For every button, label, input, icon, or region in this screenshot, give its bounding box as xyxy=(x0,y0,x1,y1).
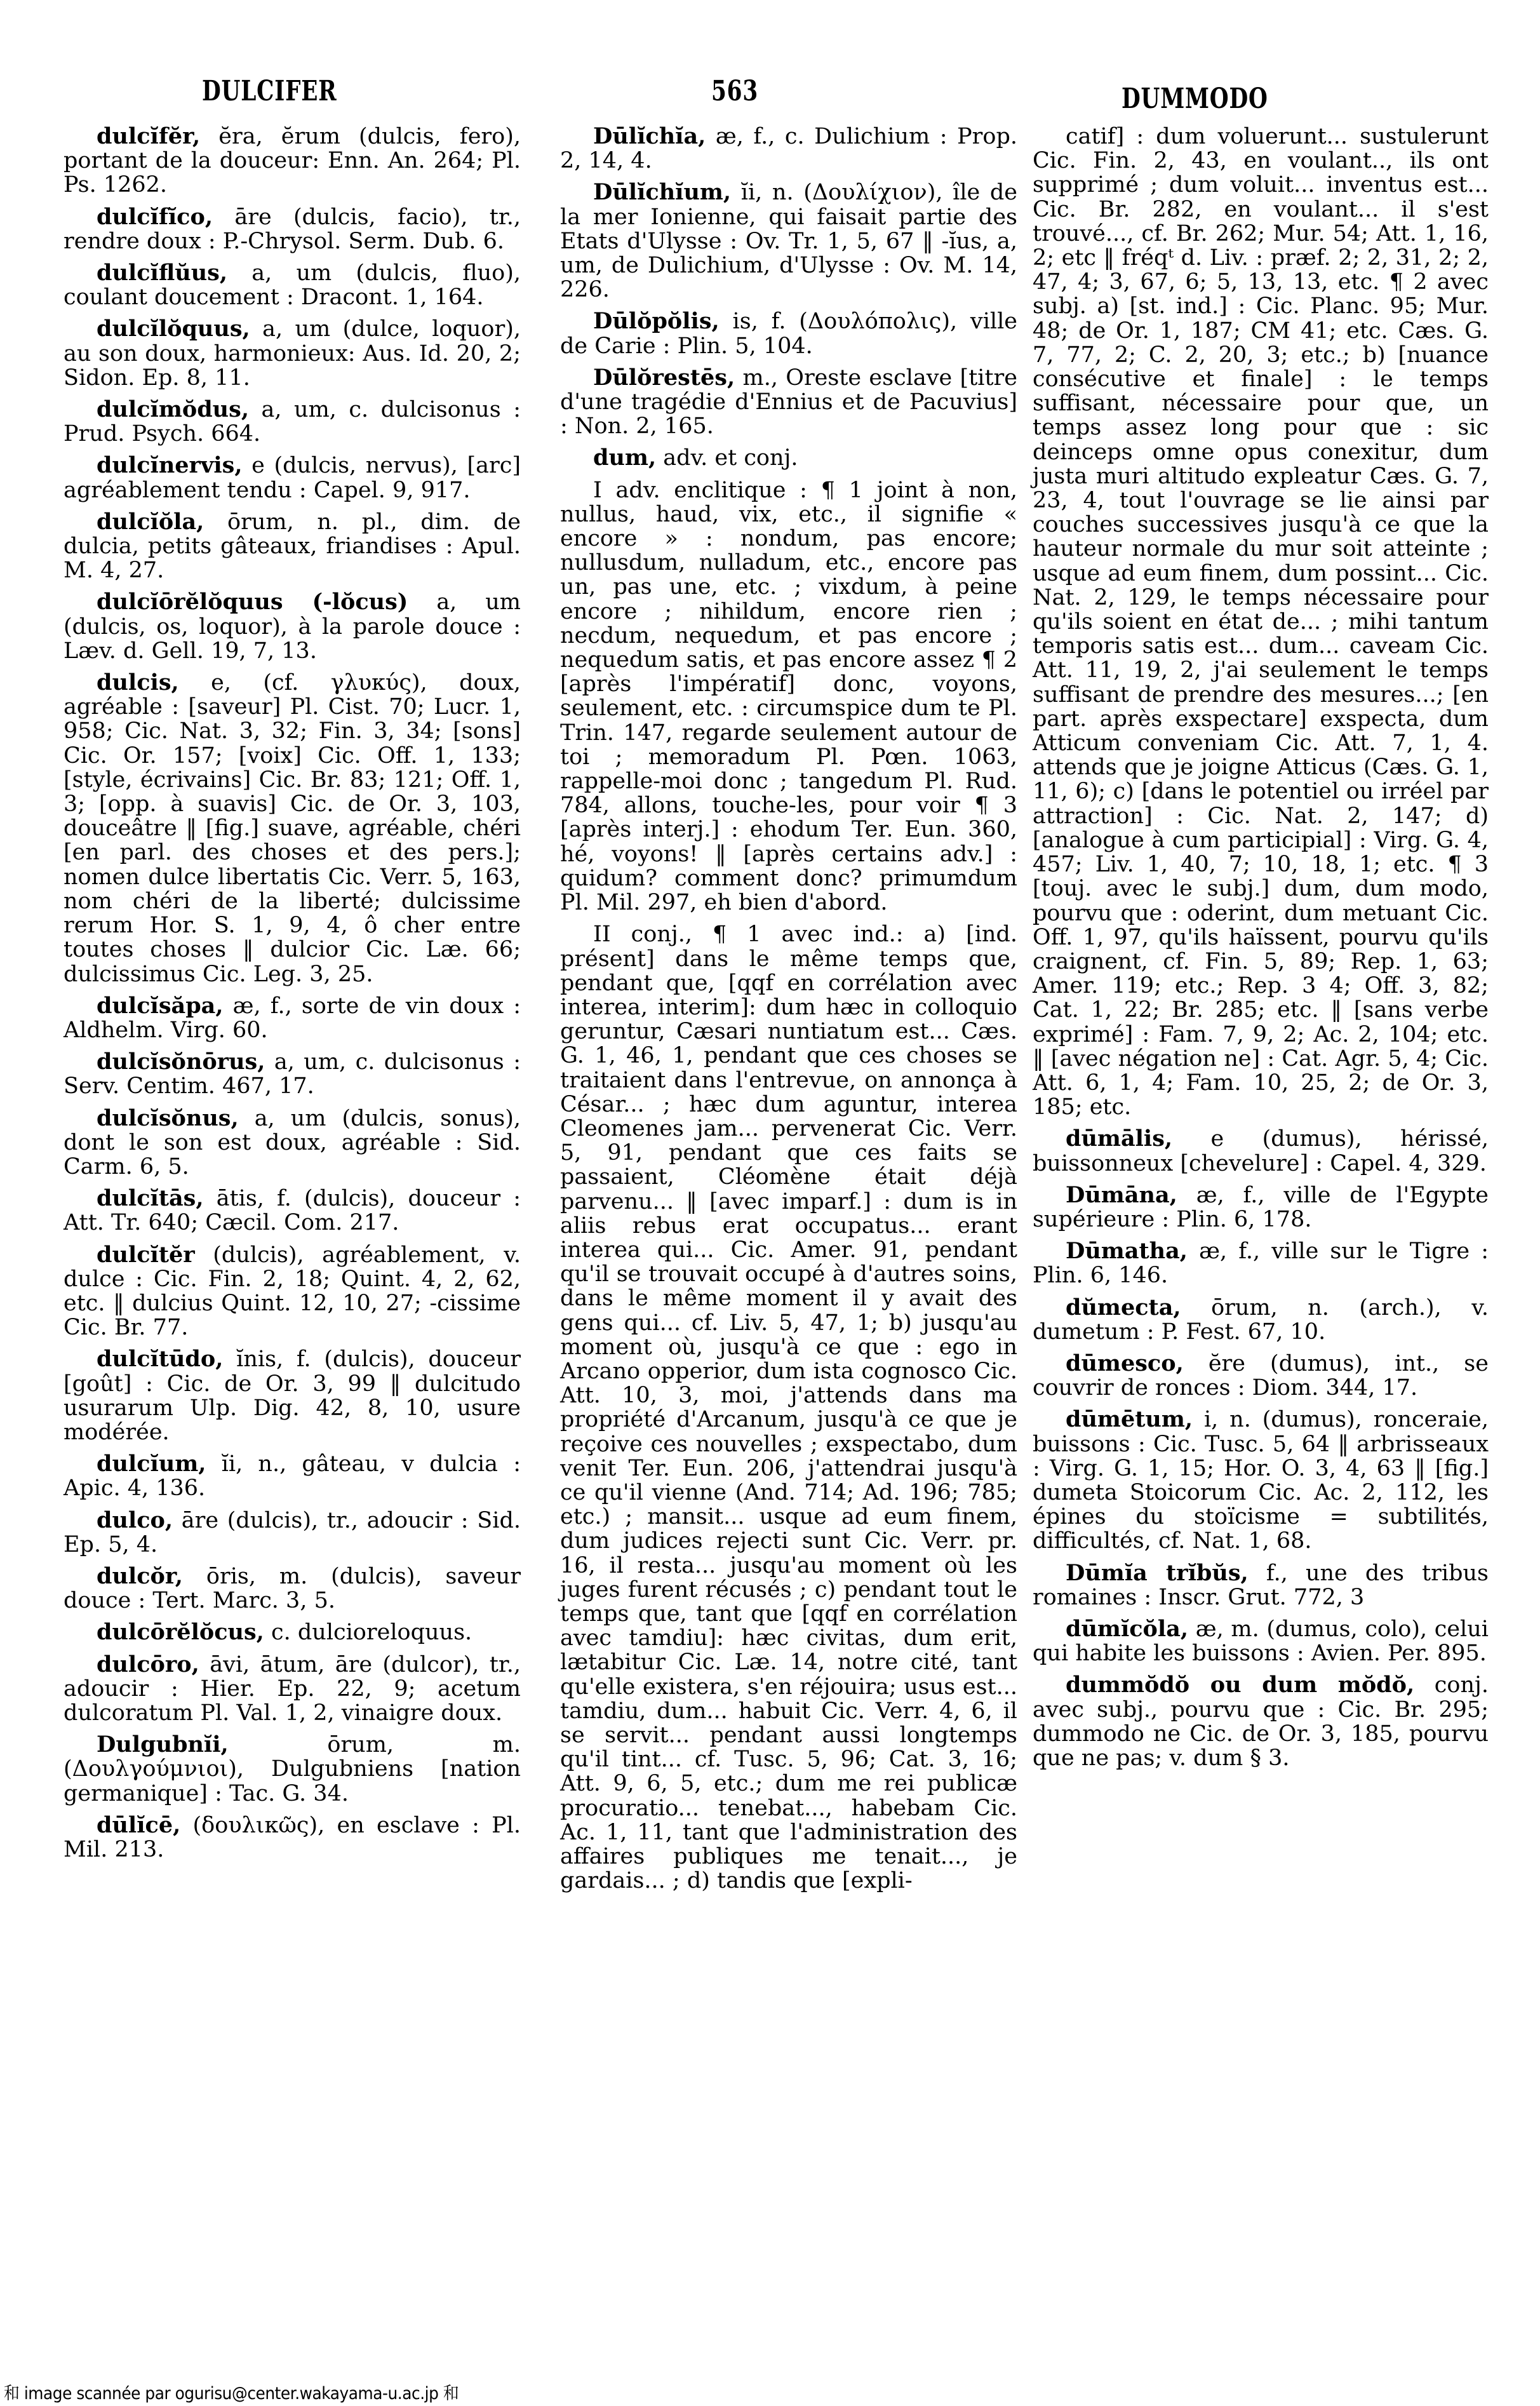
dictionary-entry xyxy=(64,454,521,502)
entry-headword: dulcĭum, xyxy=(97,1451,206,1477)
entry-headword: dulco, xyxy=(97,1507,173,1533)
entry-headword: dulcĭtĕr xyxy=(97,1241,195,1268)
entry-definition: ĭi, n., gâteau, v dulcia : Apic. 4, 136. xyxy=(64,1451,521,1502)
dictionary-entry xyxy=(1033,1617,1489,1665)
entry-headword: Dūlŏpŏlis, xyxy=(593,308,720,335)
dictionary-entry xyxy=(64,1813,521,1862)
entry-definition: conj. avec subj., pourvu que : Cic. Br. 295; dummodo ne Cic. de Or. 3, 185, pourvu que ne pas; v. dum § 3. xyxy=(1033,1672,1489,1771)
dictionary-entry xyxy=(1033,1296,1489,1344)
dictionary-entry xyxy=(560,922,1017,1893)
dictionary-entry xyxy=(64,398,521,446)
entry-definition: I adv. enclitique : ¶ 1 joint à non, nullus, haud, vix, etc., il signifie « encore » : nondum, pas encore; nullusdum, nulladum, etc., encore pas un, pas une, etc. ; vixdum, à peine encore ; nihildum, encore rien ; necdum, nequedum, et pas encore ; nequedum satis, et pas encore assez ¶ 2 [après l'impératif] donc, voyons, seulement, etc. : circumspice dum te Pl. Trin. 147, regarde seulement autour de toi ; memoradum Pl. Pœn. 1063, rappelle-moi donc ; tangedum Pl. Rud. 784, allons, touche-les, pour voir ¶ 3 [après interj.] : ehodum Ter. Eun. 360, hé, voyons! ‖ [après certains adv.] : quidum? comment donc? primumdum Pl. Mil. 297, eh bien d'abord. xyxy=(560,477,1017,916)
entry-definition: is, f. (Δουλόπολις), ville de Carie : Plin. 5, 104. xyxy=(560,309,1017,359)
dictionary-entry xyxy=(64,1653,521,1726)
dictionary-entry xyxy=(1033,124,1489,1119)
entry-headword: dulcĭfĕr, xyxy=(97,123,201,149)
entry-definition: e (dulcis, nervus), [arc] agréablement tendu : Capel. 9, 917. xyxy=(64,453,521,503)
dictionary-entry xyxy=(1033,1408,1489,1553)
dictionary-entry xyxy=(560,366,1017,439)
entry-headword: Dūlĭchĭum, xyxy=(593,179,732,206)
left-guide-word: DULCIFER xyxy=(202,75,337,107)
dictionary-entry xyxy=(64,1452,521,1500)
entry-definition: ōrum, n. (arch.), v. dumetum : P. Fest. 67, 10. xyxy=(1033,1294,1489,1345)
dictionary-entry xyxy=(560,180,1017,302)
entry-definition: ĕra, ĕrum (dulcis, fero), portant de la douceur: Enn. An. 264; Pl. Ps. 1262. xyxy=(64,124,521,198)
entry-headword: Dūlĭchĭa, xyxy=(593,123,706,149)
page-header xyxy=(0,75,1540,119)
entry-definition: f., une des tribus romaines : Inscr. Grut. 772, 3 xyxy=(1033,1560,1489,1610)
dictionary-entry xyxy=(1033,1239,1489,1287)
entry-headword: Dūmĭa trĭbŭs, xyxy=(1066,1559,1249,1586)
entry-headword: dulcōrĕlŏcus, xyxy=(97,1619,264,1646)
dictionary-entry xyxy=(64,1186,521,1235)
dictionary-entry xyxy=(1033,1673,1489,1770)
dictionary-entry xyxy=(64,671,521,986)
entry-definition: a, um (dulce, loquor), au son doux, harmonieux: Aus. Id. 20, 2; Sidon. Ep. 8, 11. xyxy=(64,316,521,391)
entry-headword: dulcŏr, xyxy=(97,1563,183,1589)
dictionary-entry xyxy=(64,510,521,583)
entry-headword: dūlĭcē, xyxy=(97,1811,181,1838)
column-right xyxy=(1033,124,1489,1778)
entry-definition: æ, f., ville de l'Egypte supérieure : Plin. 6, 178. xyxy=(1033,1182,1489,1232)
entry-definition: II conj., ¶ 1 avec ind.: a) [ind. présent] dans le même temps que, pendant que, [qqf en corrélation avec interea, interim]: dum hæc in colloquio geruntur, Cæsari nuntiatum est... Cæs. G. 1, 46, 1, pendant que ces choses se traitaient dans l'entrevue, on annonça à César... ; hæc dum aguntur, interea Cleomenes jam... pervenerat Cic. Verr. 5, 91, pendant que ces faits se passaient, Cléomène était déjà parvenu... ‖ [avec imparf.] : dum is in aliis rebus erat occupatus... erant interea qui... Cic. Amer. 91, pendant qu'il se trouvait occupé à d'autres soins, dans le même moment il y avait des gens qui... cf. Liv. 5, 47, 1; b) jusqu'au moment où, jusqu'à ce que : ego in Arcano opperior, dum ista cognosco Cic. Att. 10, 3, moi, j'attends dans ma propriété d'Arcanum, jusqu'à ce que je reçoive ces nouvelles ; exspectabo, dum venit Ter. Eun. 206, j'attendrai jusqu'à ce qu'il vienne (And. 714; Ad. 196; 785; etc.) ; mansit... usque ad eum finem, dum judices rejecti sunt Cic. Verr. pr. 16, il resta... jusqu'au moment où les juges furent récusés ; c) pendant tout le temps que, tant que [qqf en corrélation avec tamdiu]: hæc civitas, dum erit, lætabitur Cic. Læ. 14, notre cité, tant qu'elle existera, s'en réjouira; usus est... tamdiu, dum... habuit Cic. Verr. 4, 6, il se servit... pendant aussi longtemps qu'il tint... cf. Tusc. 5, 96; Cat. 3, 16; Att. 9, 6, 5, etc.; dum me rei publicæ procuratio... tenebat..., habebam Cic. Ac. 1, 11, tant que l'administration des affaires publiques me tenait..., je gardais... ; d) tandis que [expli- xyxy=(560,922,1017,1894)
entry-definition: (dulcis), agréablement, v. dulce : Cic. Fin. 2, 18; Quint. 4, 2, 62, etc. ‖ dulcius Quint. 12, 10, 27; -cissime Cic. Br. 77. xyxy=(64,1242,521,1341)
dictionary-entry xyxy=(64,261,521,309)
entry-headword: dulcĭsŏnus, xyxy=(97,1105,239,1131)
entry-headword: dulcĭōrĕlŏquus (-lŏcus) xyxy=(97,589,408,615)
dictionary-entry xyxy=(64,317,521,390)
entry-definition: e, (cf. γλυκύς), doux, agréable : [saveur] Pl. Cist. 70; Lucr. 1, 958; Cic. Nat. 3, 32; Fin. 3, 34; [sons] Cic. Or. 157; [voix] Cic. Off. 1, 133; [style, écrivains] Cic. Br. 83; 121; Off. 1, 3; [opp. à suavis] Cic. de Or. 3, 103, douceâtre ‖ [fig.] suave, agréable, chéri [en parl. des choses et des pers.]; nomen dulce libertatis Cic. Verr. 5, 163, nom chéri de la liberté; dulcissime rerum Hor. S. 1, 9, 4, ô cher entre toutes choses ‖ dulcior Cic. Læ. 66; dulcissimus Cic. Leg. 3, 25. xyxy=(64,670,521,987)
right-guide-word: DUMMODO xyxy=(1122,83,1268,115)
entry-headword: Dūmāna, xyxy=(1066,1181,1177,1208)
entry-definition: a, um (dulcis, os, loquor), à la parole douce : Læv. d. Gell. 19, 7, 13. xyxy=(64,589,521,664)
entry-headword: dummŏdŏ ou dum mŏdŏ, xyxy=(1066,1672,1415,1698)
dictionary-entry xyxy=(64,1564,521,1613)
entry-headword: dulcĭŏla, xyxy=(97,508,204,535)
entry-definition: āre (dulcis), tr., adoucir : Sid. Ep. 5, 4. xyxy=(64,1507,521,1557)
entry-headword: dulcĭsŏnōrus, xyxy=(97,1049,265,1075)
dictionary-entry xyxy=(560,124,1017,173)
dictionary-entry xyxy=(560,309,1017,358)
entry-definition: a, um (dulcis, sonus), dont le son est doux, agréable : Sid. Carm. 6, 5. xyxy=(64,1105,521,1179)
entry-definition: æ, m. (dumus, colo), celui qui habite les buissons : Avien. Per. 895. xyxy=(1033,1616,1489,1667)
entry-headword: dulcōro, xyxy=(97,1651,199,1677)
page-number: 563 xyxy=(711,75,758,107)
entry-definition: ōris, m. (dulcis), saveur douce : Tert. Marc. 3, 5. xyxy=(64,1563,521,1614)
entry-headword: Dūlŏrestēs, xyxy=(593,364,735,391)
entry-headword: Dulgubnĭi, xyxy=(97,1731,229,1758)
column-middle xyxy=(560,124,1017,1900)
entry-definition: (δουλικῶς), en esclave : Pl. Mil. 213. xyxy=(64,1812,521,1862)
entry-headword: dulcĭnervis, xyxy=(97,452,243,479)
entry-headword: dum, xyxy=(593,445,657,471)
scan-credit: 和 image scannée par ogurisu@center.wakayama-u.ac.jp 和 xyxy=(4,2384,459,2403)
entry-definition: e (dumus), hérissé, buissonneux [chevelure] : Capel. 4, 329. xyxy=(1033,1126,1489,1176)
dictionary-entry xyxy=(64,1243,521,1340)
entry-definition: catif] : dum voluerunt... sustulerunt Cic. Fin. 2, 43, en voulant.., ils ont supprimé ; dum voluit... inventus est... Cic. Br. 282, en voulant... il s'est trouvé..., cf. Br. 262; Mur. 54; Att. 1, 16, 2; etc ‖ fréqᵗ d. Liv. : præf. 2; 2, 31, 2; 2, 47, 4; 3, 67, 6; 5, 13, 13, etc. ¶ 2 avec subj. a) [st. ind.] : Cic. Planc. 95; Mur. 48; de Or. 1, 187; CM 41; etc. Cæs. G. 7, 77, 2; C. 2, 20, 3; etc.; b) [nuance consécutive et finale] : le temps suffisant, nécessaire pour que, un temps assez long pour que : sic deinceps omne opus conexitur, dum justa muri altitudo expleatur Cæs. G. 7, 23, 4, tout l'ouvrage se lie ainsi par couches successives jusqu'à ce que la hauteur normale du mur soit atteinte ; usque ad eum finem, dum possint... Cic. Nat. 2, 129, le temps nécessaire pour qu'ils soient en état de... ; mihi tantum temporis satis est... dum... caveam Cic. Att. 11, 19, 2, j'ai seulement le temps suffisant de prendre des mesures...; [en part. après exspectare] exspecta, dum Atticum conveniam Cic. Att. 7, 1, 4. attends que je joigne Atticus (Cæs. G. 1, 11, 6); c) [dans le potentiel ou irréel par attraction] : Cic. Nat. 2, 147; d) [analogue à cum participial] : Virg. G. 4, 457; Liv. 1, 40, 7; 10, 18, 1; etc. ¶ 3 [touj. avec le subj.] dum, dum modo, pourvu que : oderint, dum metuant Cic. Off. 1, 97, qu'ils haïssent, pourvu qu'ils craignent, cf. Fin. 5, 89; Rep. 1, 63; Amer. 119; etc.; Rep. 3 4; Off. 3, 82; Cat. 1, 22; Br. 285; etc. ‖ [sans verbe exprimé] : Fam. 7, 9, 2; Ac. 2, 104; etc. ‖ [avec négation ne] : Cat. Agr. 5, 4; Cic. Att. 6, 1, 4; Fam. 10, 25, 2; de Or. 3, 185; etc. xyxy=(1033,124,1489,1120)
dictionary-entry xyxy=(560,446,1017,470)
dictionary-entry xyxy=(1033,1561,1489,1610)
dictionary-entry xyxy=(64,205,521,253)
column-left xyxy=(64,124,521,1869)
entry-definition: ōrum, n. pl., dim. de dulcia, petits gâteaux, friandises : Apul. M. 4, 27. xyxy=(64,509,521,584)
entry-definition: i, n. (dumus), ronceraie, buissons : Cic. Tusc. 5, 64 ‖ arbrisseaux : Virg. G. 1, 15; Hor. O. 3, 4, 63 ‖ [fig.] dumeta Stoicorum Cic. Ac. 2, 112, les épines du stoïcisme = subtilités, difficultés, cf. Nat. 1, 68. xyxy=(1033,1407,1489,1554)
dictionary-entry xyxy=(1033,1127,1489,1175)
entry-definition: ōrum, m. (Δουλγούμνιοι), Dulgubniens [nation germanique] : Tac. G. 34. xyxy=(64,1732,521,1806)
dictionary-entry xyxy=(64,1509,521,1557)
dictionary-entry xyxy=(64,1106,521,1179)
entry-definition: a, um, c. dulcisonus : Serv. Centim. 467, 17. xyxy=(64,1049,521,1099)
entry-headword: dulcĭtās, xyxy=(97,1185,204,1212)
entry-definition: āvi, ātum, āre (dulcor), tr., adoucir : Hier. Ep. 22, 9; acetum dulcoratum Pl. Val. 1, 2, vinaigre doux. xyxy=(64,1651,521,1726)
entry-definition: ĭi, n. (Δουλίχιον), île de la mer Ionienne, qui faisait partie des Etats d'Ulysse : Ov. Tr. 1, 5, 67 ‖ -ĭus, a, um, de Dulichium, d'Ulysse : Ov. M. 14, 226. xyxy=(560,180,1017,303)
entry-headword: dulcĭflŭus, xyxy=(97,260,228,286)
entry-headword: dulcĭtūdo, xyxy=(97,1346,224,1373)
entry-definition: ātis, f. (dulcis), douceur : Att. Tr. 640; Cæcil. Com. 217. xyxy=(64,1186,521,1236)
dictionary-entry xyxy=(64,1347,521,1444)
dictionary-entry xyxy=(64,1620,521,1644)
dictionary-entry xyxy=(1033,1183,1489,1232)
dictionary-entry xyxy=(560,478,1017,915)
entry-headword: Dūmatha, xyxy=(1066,1238,1188,1265)
dictionary-entry xyxy=(64,124,521,198)
entry-headword: dūmĭcŏla, xyxy=(1066,1615,1189,1642)
entry-headword: dŭmecta, xyxy=(1066,1294,1181,1321)
dictionary-entry xyxy=(64,1050,521,1098)
entry-definition: a, um (dulcis, fluo), coulant doucement : Dracont. 1, 164. xyxy=(64,260,521,311)
entry-definition: æ, f., c. Dulichium : Prop. 2, 14, 4. xyxy=(560,124,1017,174)
entry-definition: æ, f., ville sur le Tigre : Plin. 6, 146. xyxy=(1033,1239,1489,1289)
entry-headword: dulcĭfĭco, xyxy=(97,203,213,230)
entry-definition: c. dulcioreloquus. xyxy=(271,1620,472,1646)
entry-definition: a, um, c. dulcisonus : Prud. Psych. 664. xyxy=(64,397,521,447)
dictionary-entry xyxy=(64,1733,521,1806)
dictionary-entry xyxy=(64,994,521,1042)
entry-definition: adv. et conj. xyxy=(663,445,798,471)
dictionary-entry xyxy=(64,590,521,663)
entry-headword: dūmesco, xyxy=(1066,1350,1184,1376)
entry-definition: ĭnis, f. (dulcis), douceur [goût] : Cic. de Or. 3, 99 ‖ dulcitudo usurarum Ulp. Dig. 42, 8, 10, usure modérée. xyxy=(64,1347,521,1445)
entry-definition: ĕre (dumus), int., se couvrir de ronces : Diom. 344, 17. xyxy=(1033,1350,1489,1401)
entry-headword: dulcĭmŏdus, xyxy=(97,396,250,423)
entry-definition: m., Oreste esclave [titre d'une tragédie d'Ennius et de Pacuvius] : Non. 2, 165. xyxy=(560,365,1017,440)
entry-headword: dūmētum, xyxy=(1066,1406,1193,1433)
entry-headword: dulcis, xyxy=(97,669,179,696)
entry-headword: dulcĭsăpa, xyxy=(97,992,224,1019)
entry-headword: dūmālis, xyxy=(1066,1126,1173,1152)
entry-headword: dulcĭlŏquus, xyxy=(97,316,250,342)
dictionary-entry xyxy=(1033,1352,1489,1400)
entry-definition: āre (dulcis, facio), tr., rendre doux : P.-Chrysol. Serm. Dub. 6. xyxy=(64,204,521,254)
entry-definition: æ, f., sorte de vin doux : Aldhelm. Virg. 60. xyxy=(64,993,521,1043)
